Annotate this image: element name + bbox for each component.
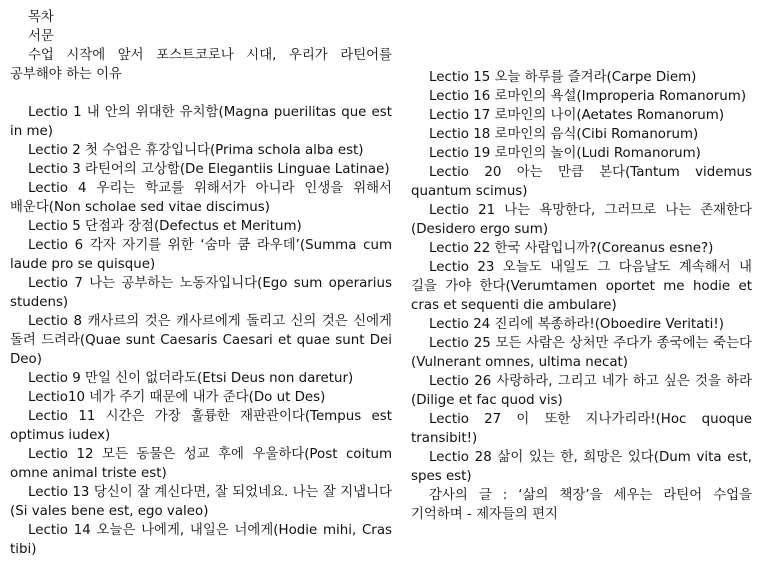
toc-entry: Lectio 17 로마인의 나이(Aetates Romanorum) xyxy=(429,108,725,123)
spacer xyxy=(411,0,752,68)
toc-entry: Lectio 12 모든 동물은 성교 후에 우울하다(Post coitum omne animal triste est) xyxy=(10,447,392,481)
toc-right-column xyxy=(411,0,752,524)
toc-entry: Lectio 2 첫 수업은 휴강입니다(Prima schola alba est) xyxy=(28,143,364,158)
spacer xyxy=(10,0,392,8)
toc-left-column xyxy=(10,0,392,559)
toc-entry: Lectio 3 라틴어의 고상함(De Elegantiis Linguae Latinae) xyxy=(28,162,390,177)
toc-entry: Lectio 6 각자 자기를 위한 ‘숨마 쿰 라우데’(Summa cum laude pro se quisque) xyxy=(10,238,392,272)
toc-entry: Lectio 21 나는 욕망한다, 그러므로 나는 존재한다(Desidero ergo sum) xyxy=(411,203,752,237)
toc-entry: Lectio 24 진리에 복종하라!(Oboedire Veritati!) xyxy=(429,317,724,332)
toc-entry: Lectio 16 로마인의 욕설(Improperia Romanorum) xyxy=(429,89,747,104)
blank-line xyxy=(10,84,392,103)
toc-entry: Lectio 20 아는 만큼 본다(Tantum videmus quantum scimus) xyxy=(411,165,752,199)
toc-entry: 감사의 글 : ‘삶의 책장’을 세우는 라틴어 수업을 기억하며 - 제자들의 편지 xyxy=(411,488,752,522)
toc-entry: Lectio 19 로마인의 놀이(Ludi Romanorum) xyxy=(429,146,701,161)
toc-entry: Lectio 15 오늘 하루를 즐겨라(Carpe Diem) xyxy=(429,70,697,85)
toc-entry: Lectio 8 캐사르의 것은 캐사르에게 돌리고 신의 것은 신에게 돌려 드려라(Quae sunt Caesaris Caesari et quae sunt Dei Deo) xyxy=(10,314,392,367)
toc-entry: Lectio 26 사랑하라, 그리고 네가 하고 싶은 것을 하라(Dilige et fac quod vis) xyxy=(411,374,752,408)
toc-entry: Lectio 27 이 또한 지나가리라!(Hoc quoque transibit!) xyxy=(411,412,752,446)
toc-entry: Lectio 4 우리는 학교를 위해서가 아니라 인생을 위해서 배운다(Non scholae sed vitae discimus) xyxy=(10,181,392,215)
toc-entry: Lectio10 네가 주기 때문에 내가 준다(Do ut Des) xyxy=(28,390,326,405)
toc-entry: Lectio 23 오늘도 내일도 그 다음날도 계속해서 내 길을 가야 한다(Verumtamen oportet me hodie et cras et sequenti die ambulare) xyxy=(411,260,752,313)
toc-entry: Lectio 22 한국 사람입니까?(Coreanus esne?) xyxy=(429,241,714,256)
toc-entry: Lectio 14 오늘은 나에게, 내일은 너에게(Hodie mihi, Cras tibi) xyxy=(10,523,392,557)
toc-entry: Lectio 1 내 안의 위대한 유치함(Magna puerilitas que est in me) xyxy=(10,105,392,139)
toc-list-left xyxy=(10,8,392,559)
toc-entry: Lectio 9 만일 신이 없더라도(Etsi Deus non daretur) xyxy=(28,371,354,386)
toc-entry: 목차 xyxy=(28,10,54,25)
toc-entry: Lectio 28 삶이 있는 한, 희망은 있다(Dum vita est, spes est) xyxy=(411,450,752,484)
toc-list-right xyxy=(411,68,752,524)
toc-entry: 서문 xyxy=(28,29,54,44)
toc-entry: Lectio 11 시간은 가장 훌륭한 재판관이다(Tempus est optimus iudex) xyxy=(10,409,392,443)
toc-entry: 수업 시작에 앞서 포스트코로나 시대, 우리가 라틴어를 공부해야 하는 이유 xyxy=(10,48,392,82)
toc-entry: Lectio 18 로마인의 음식(Cibi Romanorum) xyxy=(429,127,699,142)
toc-entry: Lectio 25 모든 사람은 상처만 주다가 종국에는 죽는다(Vulnerant omnes, ultima necat) xyxy=(411,336,752,370)
toc-entry: Lectio 7 나는 공부하는 노동자입니다(Ego sum operarius studens) xyxy=(10,276,392,310)
toc-entry: Lectio 13 당신이 잘 계신다면, 잘 되었네요. 나는 잘 지냅니다(Si vales bene est, ego valeo) xyxy=(10,485,392,519)
toc-entry: Lectio 5 단점과 장점(Defectus et Meritum) xyxy=(28,219,302,234)
